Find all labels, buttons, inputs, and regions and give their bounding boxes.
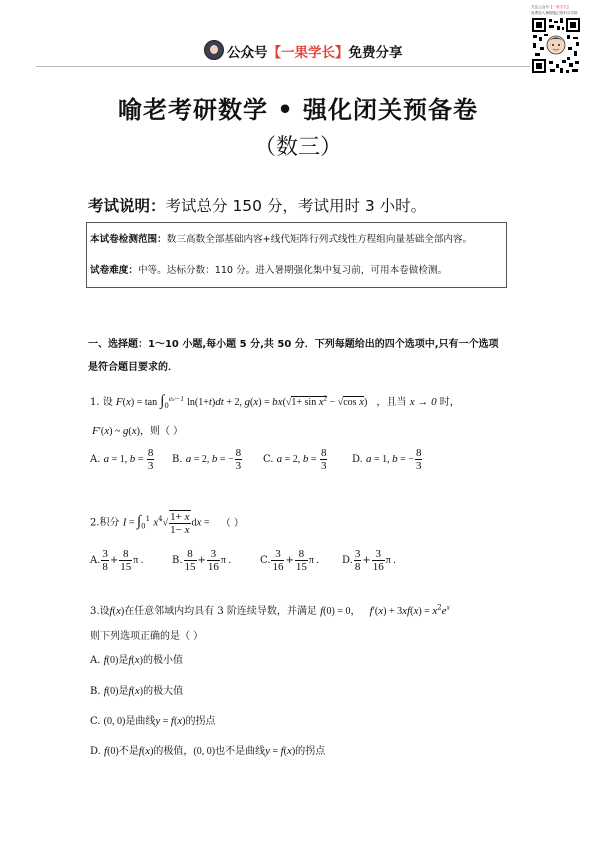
brand-avatar-icon: [204, 40, 224, 60]
q1-option-b[interactable]: B. a = 2, b = − $\frac{8}{3}$: [172, 447, 242, 472]
scope-label: 本试卷检测范围：: [90, 234, 167, 245]
qr-code-icon: [531, 17, 581, 74]
q2-option-a-label: A.: [90, 555, 101, 566]
q2-option-b[interactable]: B. $\frac{8}{15}$ + $\frac{3}{16}$ π .: [172, 548, 231, 573]
q2-option-c-label: C.: [260, 555, 271, 566]
q1-mid: ，且当: [376, 397, 407, 408]
q2-option-c[interactable]: C. $\frac{3}{16}$ + $\frac{8}{15}$ π .: [260, 548, 319, 573]
q3-option-a[interactable]: A. f(0)是f(x)的极小值: [90, 654, 183, 666]
question-3-line2: 则下列选项正确的是（ ）: [90, 631, 204, 642]
brand-header: [227, 41, 403, 61]
q1-option-a[interactable]: A. a = 1, b = $\frac{8}{3}$: [90, 447, 154, 472]
section-heading-line2: 是符合题目要求的．: [88, 362, 178, 373]
q3-option-b-text: 是: [118, 686, 129, 697]
q3-line1b: 在任意邻域内均具有 3 阶连续导数，并满足: [124, 606, 317, 617]
q2-option-d[interactable]: D. $\frac{3}{8}$ + $\frac{3}{16}$ π .: [342, 548, 396, 573]
brand-name: 【一果学长】: [267, 45, 349, 61]
info-box: [86, 222, 507, 288]
exam-description: [88, 194, 426, 216]
brand-prefix: 公众号: [227, 45, 268, 61]
q3-option-b-label: B.: [90, 686, 101, 697]
q1-option-c[interactable]: C. a = 2, b = $\frac{8}{3}$: [263, 447, 327, 472]
q1-line2-tail: ，则（ ）: [139, 426, 184, 437]
q3-option-c-label: C.: [90, 716, 101, 727]
q2-option-b-label: B.: [172, 555, 183, 566]
q3-option-c-text: 是曲线: [125, 716, 156, 727]
q3-option-a-text: 是: [118, 655, 129, 666]
q3-option-a-end: 的极小值: [142, 655, 183, 666]
q1-option-a-label: A.: [90, 454, 101, 465]
q3-option-d-label: D.: [90, 746, 101, 757]
scope-line: [90, 231, 472, 245]
q1-prefix: 1. 设: [90, 397, 113, 408]
q3-option-a-label: A.: [90, 655, 101, 666]
q3-option-c-end: 的拐点: [185, 716, 216, 727]
q1-condition: x → 0: [409, 396, 437, 408]
q1-option-d[interactable]: D. a = 1, b = − $\frac{8}{3}$: [352, 447, 422, 472]
qr-caption-1b: 【一果学长】: [548, 5, 571, 9]
q3-option-d-text3: 也不是曲线: [215, 746, 266, 757]
exam-desc-label: 考试说明：: [88, 197, 166, 215]
q1-option-b-label: B.: [172, 454, 183, 465]
q1-option-c-label: C.: [263, 454, 274, 465]
difficulty-label: 试卷难度：: [90, 265, 138, 276]
question-1-line2: F′(x) ~ g(x)，则（ ）: [92, 425, 184, 437]
page-subtitle: （数三）: [253, 135, 342, 160]
integral-icon: ∫: [137, 513, 142, 530]
page-title: 喻老考研数学 • 强化闭关预备卷: [117, 95, 479, 124]
q3-line1c: ，: [350, 606, 361, 617]
q3-option-d-end: 的拐点: [295, 746, 326, 757]
q2-prefix: 2.积分: [90, 517, 120, 529]
header-divider: [36, 66, 530, 67]
q3-option-c[interactable]: C. (0, 0)是曲线y = f(x)的拐点: [90, 715, 216, 727]
q3-option-b[interactable]: B. f(0)是f(x)的极大值: [90, 685, 184, 697]
section-heading-line1: 一、选择题：1～10 小题,每小题 5 分,共 50 分．下列每题给出的四个选项中,只有一个选项: [88, 339, 499, 350]
exam-desc-text: 考试总分 150 分，考试用时 3 小时。: [165, 197, 427, 215]
qr-caption-2: 免费加入暑期笔记资料分享群: [531, 11, 578, 15]
difficulty-line: [90, 262, 447, 276]
q3-option-d[interactable]: D. f(0)不是f(x)的极值，(0, 0)也不是曲线y = f(x)的拐点: [90, 745, 326, 757]
q3-option-d-text2: 的极值，: [153, 746, 194, 757]
q2-option-d-label: D.: [342, 555, 353, 566]
q3-option-b-end: 的极大值: [143, 686, 184, 697]
q2-option-a[interactable]: A. $\frac{3}{8}$ + $\frac{8}{15}$ π .: [90, 548, 144, 573]
integral-icon: ∫: [160, 393, 165, 409]
q1-option-d-label: D.: [352, 454, 363, 465]
scope-text: 数三高数全部基础内容+线代矩阵行列式线性方程组向量基础全部内容。: [166, 234, 473, 245]
brand-suffix: 免费分享: [348, 45, 403, 61]
qr-caption-1a: 关注公众号: [531, 5, 549, 9]
question-3-line1: 3.设f(x)在任意邻域内均具有 3 阶连续导数，并满足 f(0) = 0， $f'(x) + 3xf(x) = x^2e^x$: [90, 603, 450, 617]
q3-line1a: 3.设: [90, 606, 110, 617]
qr-caption-1: [531, 5, 593, 9]
question-1-line1: 1. 设 $F(x) = \tan \int_0^{ex^2-1}$ ln(1+t)dt + 2, $g(x) = bx(√1+ \sin x^2 - √\cos$ x) ，且当 x → 0 时，: [90, 393, 460, 410]
difficulty-text: 中等。达标分数：110 分。进入暑期强化集中复习前，可用本卷做检测。: [137, 265, 448, 276]
q1-formula: F: [115, 396, 123, 408]
q2-suffix: （ ）: [220, 517, 244, 529]
q3-option-d-text1: 不是: [118, 746, 139, 757]
q1-suffix: 时，: [439, 397, 460, 408]
question-2-line: 2.积分 $I = \int_0^1$ $x^4√$ $\frac{1+ x}{1- x}$ dx = （ ）: [90, 511, 244, 536]
